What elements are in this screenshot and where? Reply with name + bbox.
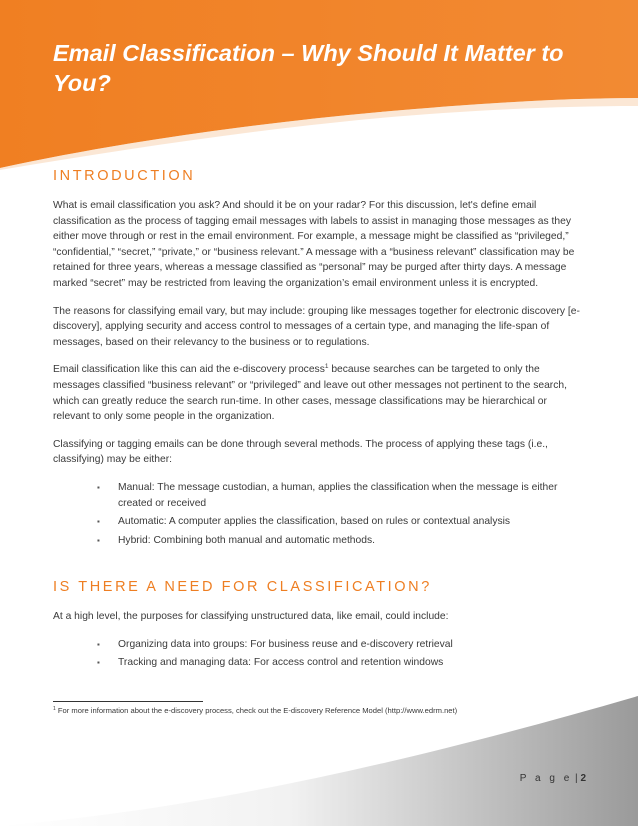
list-item-text: Hybrid: Combining both manual and automatic methods. (118, 534, 375, 546)
page-number (520, 773, 586, 784)
paragraph: The reasons for classifying email vary, but may include: grouping like messages together for electronic discovery [e-discovery], applying security and access control to messages of a certain type, and managing the life-span of messages, based on their relevancy to the business or to regulations. (53, 305, 580, 348)
footer-swoosh (0, 676, 638, 826)
list-item (97, 655, 583, 671)
bullet-icon: ▪ (97, 639, 100, 649)
list-item-text: Manual: The message custodian, a human, applies the classification when the message is either created or received (118, 481, 558, 509)
list-item-text: Automatic: A computer applies the classification, based on rules or contextual analysis (118, 516, 511, 528)
page-label: P a g e (519, 773, 573, 784)
bullet-icon: ▪ (97, 535, 100, 545)
classification-purposes-list (53, 637, 583, 671)
footnote-divider (53, 701, 203, 702)
list-item (97, 637, 583, 653)
paragraph: At a high level, the purposes for classifying unstructured data, like email, could include: (53, 611, 449, 623)
bullet-icon: ▪ (97, 658, 100, 668)
paragraph-text: because searches can be targeted to only the messages classified “business relevant” or “privileged” and leave out other messages not pertinent to the search, which can greatly reduce the search run-time. In other cases, message classifications may be hierarchical or relevant to only some people in the organization. (53, 364, 567, 423)
classification-methods-list (53, 480, 583, 548)
page-number-value: 2 (580, 773, 586, 784)
list-item-text: Organizing data into groups: For business reuse and e-discovery retrieval (118, 638, 453, 650)
document-title: Email Classification – Why Should It Matter to You? (53, 40, 564, 96)
paragraph-text: Email classification like this can aid the e-discovery process (53, 364, 325, 376)
footnote-reference: 1 (324, 363, 329, 371)
section-heading-introduction: INTRODUCTION (53, 168, 196, 184)
paragraph (53, 362, 583, 424)
section-heading-need-for-classification: IS THERE A NEED FOR CLASSIFICATION? (53, 579, 432, 596)
footnote-text: For more information about the e-discovery process, check out the E-discovery Reference Model (http://www.edrm.net) (55, 706, 458, 715)
footnote-marker: 1 (53, 706, 56, 712)
document-body (53, 168, 583, 683)
bullet-icon: ▪ (97, 517, 100, 527)
paragraph: Classifying or tagging emails can be done through several methods. The process of applying these tags (i.e., classifying) may be either: (53, 438, 548, 466)
list-item (97, 480, 583, 511)
paragraph: What is email classification you ask? And should it be on your radar? For this discussion, let's define email classification as the process of tagging email messages with labels to assist in managing those messages as they either move through or rest in the email environment. For example, a message might be classified as “privileged,” “confidential,” “secret,” “private,” or “business relevant.” A message with a “business relevant” classification may be retained for three years, whereas a message classified as “personal” may be purged after thirty days. A message marked “secret” may be restricted from leaving the organization’s email environment unless it is encrypted. (53, 200, 575, 289)
list-item-text: Tracking and managing data: For access control and retention windows (118, 657, 444, 669)
bullet-icon: ▪ (97, 482, 100, 492)
footnote (53, 706, 593, 715)
page-separator: | (572, 773, 581, 784)
list-item (97, 514, 583, 530)
list-item (97, 533, 583, 549)
